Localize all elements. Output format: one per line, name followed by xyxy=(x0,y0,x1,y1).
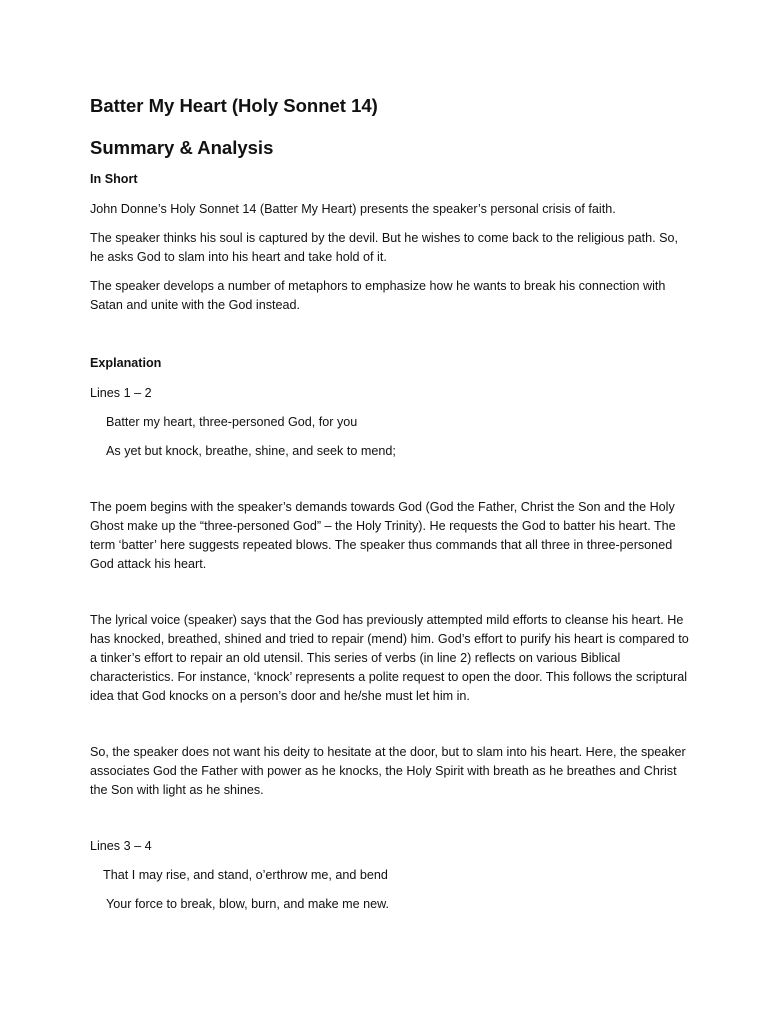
spacer xyxy=(90,716,690,743)
in-short-heading: In Short xyxy=(90,172,138,186)
explanation-heading: Explanation xyxy=(90,356,162,370)
verse-line: That I may rise, and stand, o’erthrow me, and bend xyxy=(103,868,388,882)
spacer xyxy=(90,584,690,611)
spacer xyxy=(90,325,690,354)
lines-3-4-label: Lines 3 – 4 xyxy=(90,839,152,853)
in-short-paragraph: The speaker develops a number of metaphors to emphasize how he wants to break his connection with Satan and unite with the God instead. xyxy=(90,279,666,312)
explanation-paragraph: The lyrical voice (speaker) says that the God has previously attempted mild efforts to cleanse his heart. He has knocked, breathed, shined and tried to repair (mend) him. God’s effort to purify his heart is compared to a tinker’s effort to repair an old utensil. This series of verbs (in line 2) reflects on various Biblical characteristics. For instance, ‘knock’ represents a polite request to open the door. This follows the scriptural idea that God knocks on a person’s door and he/she must let him in. xyxy=(90,613,689,703)
document-title: Batter My Heart (Holy Sonnet 14) xyxy=(90,95,378,116)
verse-line: Your force to break, blow, burn, and make me new. xyxy=(106,897,390,911)
spacer xyxy=(90,471,690,498)
verse-line: As yet but knock, breathe, shine, and seek to mend; xyxy=(106,444,396,458)
explanation-paragraph: So, the speaker does not want his deity to hesitate at the door, but to slam into his heart. Here, the speaker associates God the Father with power as he knocks, the Holy Spirit with breath as he breathes and Christ the Son with light as he shines. xyxy=(90,745,686,797)
lines-1-2-label: Lines 1 – 2 xyxy=(90,386,152,400)
verse-line: Batter my heart, three-personed God, for you xyxy=(106,415,358,429)
document-subtitle: Summary & Analysis xyxy=(90,137,274,158)
document-content xyxy=(90,94,690,924)
explanation-paragraph: The poem begins with the speaker’s demands towards God (God the Father, Christ the Son and the Holy Ghost make up the “three-personed God” – the Holy Trinity). He requests the God to batter his heart. The term ‘batter’ here suggests repeated blows. The speaker thus commands that all three in three-personed God attack his heart. xyxy=(90,500,676,571)
spacer xyxy=(90,810,690,837)
in-short-paragraph: The speaker thinks his soul is captured by the devil. But he wishes to come back to the religious path. So, he asks God to slam into his heart and take hold of it. xyxy=(90,231,679,264)
in-short-paragraph: John Donne’s Holy Sonnet 14 (Batter My Heart) presents the speaker’s personal crisis of faith. xyxy=(90,202,616,216)
